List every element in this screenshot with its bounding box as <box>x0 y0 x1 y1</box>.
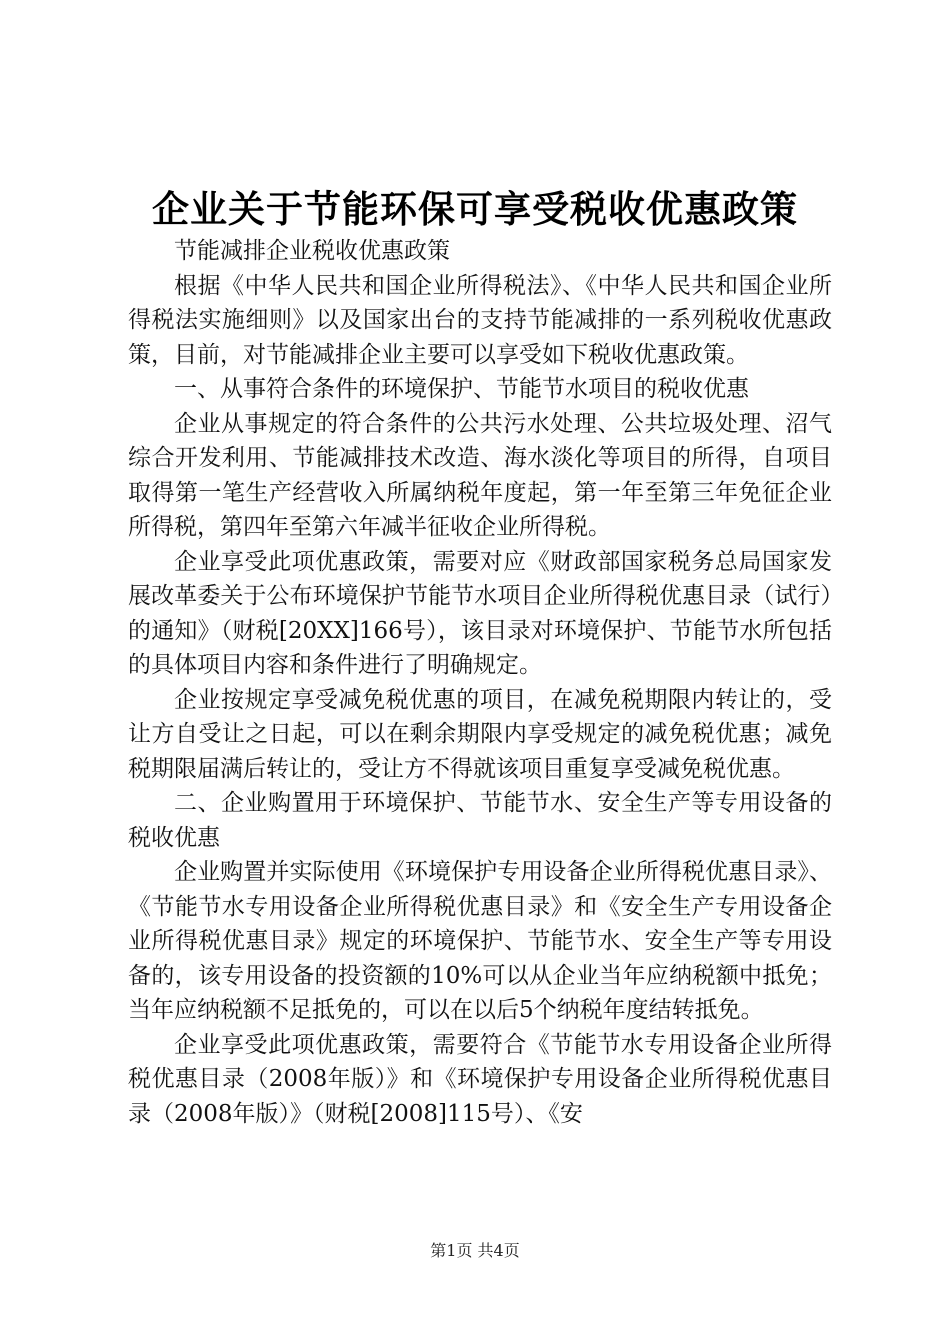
paragraph: 企业享受此项优惠政策，需要符合《节能节水专用设备企业所得税优惠目录（2008年版）》和《环境保护专用设备企业所得税优惠目录（2008年版）》（财税[2008]115号）、《安 <box>128 1031 832 1127</box>
section-heading-two: 二、企业购置用于环境保护、节能节水、安全生产等专用设备的税收优惠 <box>128 790 832 851</box>
document-title: 企业关于节能环保可享受税收优惠政策 <box>152 187 798 231</box>
paragraph: 企业购置并实际使用《环境保护专用设备企业所得税优惠目录》、《节能节水专用设备企业所得税优惠目录》和《安全生产专用设备企业所得税优惠目录》规定的环境保护、节能节水、安全生产等专用设备的，该专用设备的投资额的10%可以从企业当年应纳税额中抵免；当年应纳税额不足抵免的，可以在以后5个纳税年度结转抵免。 <box>128 859 832 1023</box>
section-heading-one: 一、从事符合条件的环境保护、节能节水项目的税收优惠 <box>174 376 749 402</box>
paragraph-intro: 根据《中华人民共和国企业所得税法》、《中华人民共和国企业所得税法实施细则》以及国家出台的支持节能减排的一系列税收优惠政策，目前，对节能减排企业主要可以享受如下税收优惠政策。 <box>128 272 832 368</box>
paragraph-subtitle: 节能减排企业税收优惠政策 <box>174 238 450 264</box>
paragraph: 企业享受此项优惠政策，需要对应《财政部国家税务总局国家发展改革委关于公布环境保护节能节水项目企业所得税优惠目录（试行）的通知》（财税[20XX]166号），该目录对环境保护、节能节水所包括的具体项目内容和条件进行了明确规定。 <box>128 548 832 678</box>
page-number-footer: 第1页 共4页 <box>430 1241 520 1260</box>
paragraph: 企业从事规定的符合条件的公共污水处理、公共垃圾处理、沼气综合开发利用、节能减排技术改造、海水淡化等项目的所得，自项目取得第一笔生产经营收入所属纳税年度起，第一年至第三年免征企业所得税，第四年至第六年减半征收企业所得税。 <box>128 410 832 540</box>
paragraph: 企业按规定享受减免税优惠的项目，在减免税期限内转让的，受让方自受让之日起，可以在剩余期限内享受规定的减免税优惠；减免税期限届满后转让的，受让方不得就该项目重复享受减免税优惠。 <box>128 686 832 782</box>
document-body <box>128 234 832 1131</box>
